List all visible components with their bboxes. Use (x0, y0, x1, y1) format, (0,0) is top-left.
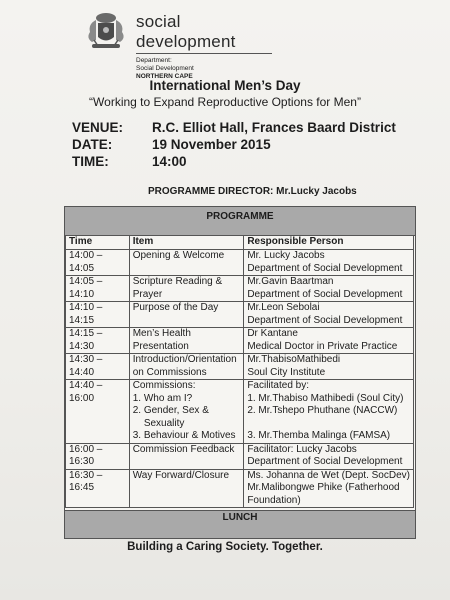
item-line: Prayer (132, 288, 163, 300)
row-time: 14:40 – 16:00 (66, 380, 130, 444)
venue-value: R.C. Elliot Hall, Frances Baard District (152, 120, 396, 135)
item-line: 1. Who am I? (132, 392, 193, 404)
row-time: 16:30 – 16:45 (66, 469, 130, 508)
item-line: Opening & Welcome (132, 250, 225, 261)
person-line: 1. Mr.Thabiso Mathibedi (Soul City) (247, 392, 404, 404)
person-line: Mr.Malibongwe Phike (Fatherhood (247, 482, 400, 493)
person-line: Mr.ThabisoMathibedi (247, 354, 341, 365)
column-header-item: Item (129, 236, 244, 250)
row-person (244, 302, 414, 328)
row-time: 14:05 – 14:10 (66, 276, 130, 302)
table-row (66, 328, 414, 354)
time-label: TIME: (72, 154, 109, 169)
footer-slogan: Building a Caring Society. Together. (127, 541, 323, 553)
row-item (129, 276, 244, 302)
person-line: Department of Social Development (247, 262, 403, 274)
row-time: 14:15 – 14:30 (66, 328, 130, 354)
time-row (72, 154, 396, 171)
schedule-table (65, 235, 414, 508)
person-line: Soul City Institute (247, 366, 326, 378)
person-line: Department of Social Development (247, 456, 403, 467)
table-row (66, 469, 414, 508)
schedule-body (66, 250, 414, 508)
item-line: Commission Feedback (132, 443, 235, 455)
person-line: Medical Doctor in Private Practice (247, 340, 398, 352)
event-details (72, 120, 396, 171)
person-line: Ms. Johanna de Wet (Dept. SocDev) (247, 469, 410, 481)
item-line: Way Forward/Closure (132, 469, 230, 481)
table-header-row (66, 236, 414, 250)
row-person (244, 276, 414, 302)
date-label: DATE: (72, 137, 113, 152)
person-line: Mr.Leon Sebolai (247, 302, 320, 313)
row-person (244, 443, 414, 469)
programme-director: PROGRAMME DIRECTOR: Mr.Lucky Jacobs (148, 186, 357, 197)
item-line: Scripture Reading & (132, 276, 223, 287)
item-line: Presentation (132, 340, 189, 352)
table-row (66, 276, 414, 302)
date-value: 19 November 2015 (152, 137, 271, 152)
person-line: Department of Social Development (247, 314, 403, 326)
row-person (244, 354, 414, 380)
row-item (129, 328, 244, 354)
person-line: Dr Kantane (247, 328, 298, 339)
table-row (66, 250, 414, 276)
time-value: 14:00 (152, 154, 187, 169)
column-header-time: Time (66, 236, 130, 250)
person-line: 2. Mr.Tshepo Phuthane (NACCW) (247, 405, 398, 416)
table-row (66, 380, 414, 444)
item-line: 3. Behaviour & Motives (132, 430, 236, 441)
row-item (129, 250, 244, 276)
person-line: Department of Social Development (247, 288, 403, 300)
person-line: 3. Mr.Themba Malinga (FAMSA) (247, 430, 391, 441)
item-line: Introduction/Orientation (132, 354, 237, 365)
row-item (129, 354, 244, 380)
row-item (129, 469, 244, 508)
venue-row (72, 120, 396, 137)
event-subtitle: “Working to Expand Reproductive Options for Men” (89, 95, 361, 109)
item-line: Purpose of the Day (132, 302, 219, 313)
department-line: Social Development (136, 65, 194, 72)
person-line: Mr. Lucky Jacobs (247, 250, 325, 261)
person-line: Facilitator: Lucky Jacobs (247, 443, 357, 455)
person-line: Mr.Gavin Baartman (247, 276, 334, 287)
row-time: 14:10 – 14:15 (66, 302, 130, 328)
item-line: Men’s Health (132, 328, 191, 339)
row-item (129, 380, 244, 444)
brand-block (136, 12, 272, 81)
row-item (129, 443, 244, 469)
programme-header: PROGRAMME (65, 207, 415, 236)
person-line: Foundation) (247, 494, 301, 506)
column-header-person: Responsible Person (244, 236, 414, 250)
row-person (244, 380, 414, 444)
department-line: Department: (136, 57, 172, 64)
venue-label: VENUE: (72, 120, 124, 135)
row-person (244, 250, 414, 276)
province-line: NORTHERN CAPE (136, 73, 193, 80)
brand-name: social development (136, 12, 272, 54)
row-person (244, 328, 414, 354)
event-title: International Men’s Day (149, 78, 301, 93)
table-row (66, 443, 414, 469)
row-time: 14:30 – 14:40 (66, 354, 130, 380)
item-line: Sexuality (132, 417, 185, 429)
row-time: 14:00 – 14:05 (66, 250, 130, 276)
item-line: Commissions: (132, 380, 196, 391)
lunch-banner: LUNCH (65, 510, 415, 538)
row-person (244, 469, 414, 508)
row-time: 16:00 – 16:30 (66, 443, 130, 469)
coat-of-arms-icon (82, 10, 130, 54)
date-row (72, 137, 396, 154)
table-row (66, 302, 414, 328)
item-line: 2. Gender, Sex & (132, 405, 209, 416)
person-line: Facilitated by: (247, 380, 310, 391)
person-line (247, 418, 410, 431)
item-line: on Commissions (132, 366, 207, 378)
row-item (129, 302, 244, 328)
table-row (66, 354, 414, 380)
programme-table (64, 206, 416, 539)
